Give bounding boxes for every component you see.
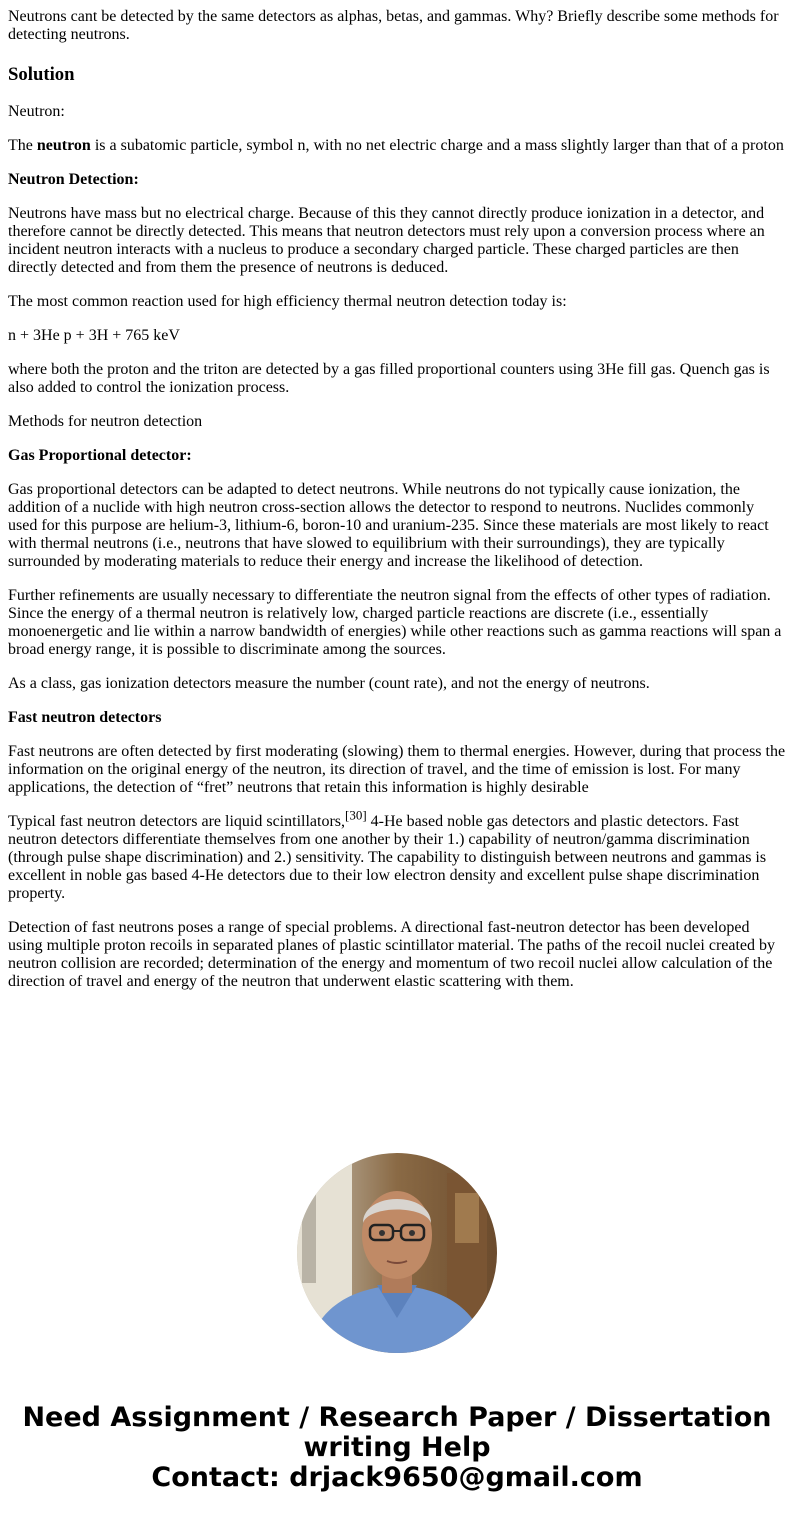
- gas-heading-text: Gas Proportional detector:: [8, 447, 192, 464]
- definition-the: The: [8, 137, 33, 154]
- avatar-photo: [297, 1153, 497, 1353]
- fast-heading: [8, 709, 786, 727]
- neutron-definition: [8, 137, 786, 155]
- fast-paragraph-2-start: Typical fast neutron detectors are liquid scintillators,: [8, 813, 345, 830]
- gas-paragraph-2: Further refinements are usually necessary to differentiate the neutron signal from the effects of other types of radiation. Since the energy of a thermal neutron is relatively low, charged particle reactions are discrete (i.e., essentially monoenergetic and lie within a narrow bandwidth of energies) while other reactions such as gamma reactions will span a broad energy range, it is possible to discriminate among the sources.: [8, 587, 782, 658]
- fast-paragraph-2: [8, 807, 786, 903]
- question-text: Neutrons cant be detected by the same detectors as alphas, betas, and gammas. Why? Briefly describe some methods for detecting neutrons.: [8, 8, 779, 43]
- reaction-note: where both the proton and the triton are detected by a gas filled proportional counters using 3He fill gas. Quench gas is also added to control the ionization process.: [8, 361, 770, 396]
- reaction-intro: The most common reaction used for high efficiency thermal neutron detection today is:: [8, 293, 567, 310]
- promo-banner: [0, 1403, 794, 1493]
- document-body: [8, 8, 786, 991]
- fast-paragraph-3: Detection of fast neutrons poses a range of special problems. A directional fast-neutron detector has been developed using multiple proton recoils in separated planes of plastic scintillator material. The paths of the recoil nuclei created by neutron collision are recorded; determination of the energy and momentum of two recoil nuclei allow calculation of the direction of travel and energy of the neutron that underwent elastic scattering with them.: [8, 919, 776, 990]
- promo-contact: Contact: drjack9650@gmail.com: [151, 1462, 643, 1493]
- gas-paragraph-1: Gas proportional detectors can be adapted to detect neutrons. While neutrons do not typically cause ionization, the addition of a nuclide with high neutron cross-section allows the detector to respond to neutrons. Nuclides commonly used for this purpose are helium-3, lithium-6, boron-10 and uranium-235. Since these materials are most likely to react with thermal neutrons (i.e., neutrons that have slowed to equilibrium with their surroundings), they are typically surrounded by moderating materials to reduce their energy and increase the likelihood of detection.: [8, 481, 769, 570]
- fast-heading-text: Fast neutron detectors: [8, 709, 162, 726]
- author-avatar: [297, 1153, 497, 1353]
- citation-30: [30]: [345, 807, 367, 823]
- detection-heading: [8, 171, 786, 189]
- solution-heading: Solution: [8, 64, 75, 85]
- gas-heading: [8, 447, 786, 465]
- definition-term: neutron: [36, 137, 91, 154]
- reaction-equation: n + 3He p + 3H + 765 keV: [8, 327, 180, 344]
- neutron-label: Neutron:: [8, 103, 65, 120]
- promo-line-1: Need Assignment / Research Paper / Dissertation: [22, 1402, 772, 1433]
- methods-label: Methods for neutron detection: [8, 413, 203, 430]
- detection-heading-text: Neutron Detection:: [8, 171, 139, 188]
- promo-line-2: writing Help: [303, 1432, 491, 1463]
- definition-rest: is a subatomic particle, symbol n, with no net electric charge and a mass slightly larger than that of a proton: [94, 137, 784, 154]
- detection-paragraph: Neutrons have mass but no electrical charge. Because of this they cannot directly produce ionization in a detector, and therefore cannot be directly detected. This means that neutron detectors must rely upon a conversion process where an incident neutron interacts with a nucleus to produce a secondary charged particle. These charged particles are then directly detected and from them the presence of neutrons is deduced.: [8, 205, 765, 276]
- fast-paragraph-1: Fast neutrons are often detected by first moderating (slowing) them to thermal energies. However, during that process the information on the original energy of the neutron, its direction of travel, and the time of emission is lost. For many applications, the detection of “fret” neutrons that retain this information is highly desirable: [8, 743, 786, 796]
- fast-paragraph-2-rest: 4-He based noble gas detectors and plastic detectors. Fast neutron detectors differentiate themselves from one another by their 1.) capability of neutron/gamma discrimination (through pulse shape discrimination) and 2.) sensitivity. The capability to distinguish between neutrons and gammas is excellent in noble gas based 4-He detectors due to their low electron density and excellent pulse shape discrimination property.: [8, 813, 767, 902]
- gas-paragraph-3: As a class, gas ionization detectors measure the number (count rate), and not the energy of neutrons.: [8, 675, 650, 692]
